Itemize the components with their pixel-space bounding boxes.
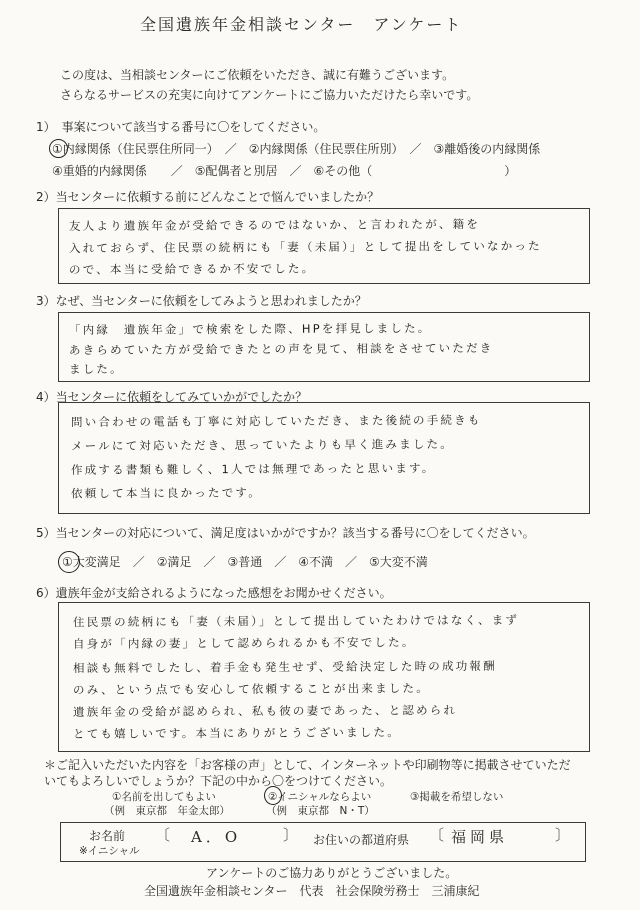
q3-answer-box: [58, 312, 590, 382]
q4-label: 4）当センターに依頼をしてみていかがでしたか？: [36, 390, 308, 404]
q6-answer-line-5: 遺族年金の受給が認められ、私も彼の妻であった、と認められ: [72, 702, 458, 720]
name-bracket-open: 〔: [155, 826, 175, 844]
intro-line-2: さらなるサービスの充実に向けてアンケートにご協力いただけたら幸いです。: [60, 88, 479, 102]
q2-answer-line-2: 入れておらず、住民票の続柄にも「妻（未届）」として提出をしていなかった: [68, 238, 542, 256]
q6-answer-box: [58, 602, 590, 752]
name-bracket-close: 〕: [283, 826, 303, 844]
consent-option-1-example: （例 東京都 年金太郎）: [104, 805, 230, 817]
contact-form-box: [60, 822, 586, 862]
prefecture-label: お住いの都道府県: [313, 833, 410, 847]
consent-line-2: いてもよろしいでしょうか？下記の中から〇をつけてください。: [44, 774, 393, 788]
q6-answer-line-3: 相談も無料でしたし、着手金も発生せず、受給決定した時の成功報酬: [72, 658, 497, 676]
q4-answer-box: [58, 402, 590, 514]
prefecture-bracket-close: 〕: [555, 826, 575, 844]
name-label: お名前: [89, 829, 126, 843]
prefecture-bracket-open: 〔: [429, 826, 449, 844]
q6-answer-line-4: のみ、という点でも安心して依頼することが出来ました。: [72, 681, 430, 697]
page-title: 全国遺族年金相談センター アンケート: [140, 15, 463, 34]
q6-answer-line-1: 住民票の続柄にも「妻（未届）」として提出していたわけではなく、まず: [72, 612, 520, 630]
q6-answer-line-6: とても嬉しいです。本当にありがとうございました。: [72, 725, 401, 741]
consent-option-2-example: （例 東京都 N・T）: [266, 805, 375, 817]
intro-line-1: この度は、当相談センターにご依頼をいただき、誠に有難うございます。: [60, 68, 455, 82]
consent-option-2: ②イニシャルならよい: [268, 791, 372, 803]
q3-answer-line-2: あきらめていた方が受給できたとの声を見て、相談をさせていただき: [68, 340, 494, 358]
q2-label: 2）当センターに依頼する前にどんなことで悩んでいましたか？: [36, 190, 380, 204]
q4-answer-line-1: 問い合わせの電話も丁寧に対応していただき、また後続の手続きも: [70, 412, 482, 430]
consent-option-1: ①名前を出してもよい: [112, 791, 216, 803]
q1-options-row-2: ④重婚的内縁関係 ／ ⑤配偶者と別居 ／ ⑥その他（ ）: [52, 164, 517, 178]
q1-label: 1） 事案について該当する番号に〇をしてください。: [36, 120, 326, 134]
q1-options-row-1: ①内縁関係（住民票住所同一） ／ ②内縁関係（住民票住所別） ／ ③離婚後の内縁関係: [52, 142, 541, 156]
q5-options: ①大変満足 ／ ②満足 ／ ③普通 ／ ④不満 ／ ⑤大変不満: [62, 555, 428, 569]
q6-label: 6）遺族年金が支給されるようになった感想をお聞かせください。: [36, 586, 392, 600]
footer-signature: 全国遺族年金相談センター 代表 社会保険労務士 三浦康紀: [144, 884, 480, 898]
prefecture-value: 福岡県: [451, 828, 509, 846]
q3-answer-line-3: ました。: [68, 361, 124, 377]
consent-answer-circle: [264, 786, 282, 805]
q3-label: 3）なぜ、当センターに依頼をしてみようと思われましたか？: [36, 294, 367, 308]
footer-thanks: アンケートのご協力ありがとうございました。: [206, 866, 458, 880]
q4-answer-line-3: 作成する書類も難しく、1人では無理であったと思います。: [70, 461, 436, 477]
q4-answer-line-4: 依頼して本当に良かったです。: [70, 485, 262, 501]
q5-answer-circle: [58, 551, 80, 573]
q3-answer-line-1: 「内縁 遺族年金」で検索をした際、HPを拝見しました。: [68, 321, 432, 337]
consent-option-3: ③掲載を希望しない: [410, 791, 504, 803]
q2-answer-box: [58, 208, 590, 284]
consent-line-1: ＊ご記入いただいた内容を「お客様の声」として、インターネットや印刷物等に掲載させていただ: [44, 758, 571, 772]
q2-answer-line-1: 友人より遺族年金が受給できるのではないか、と言われたが、籍を: [68, 216, 481, 234]
name-sub-label: ※イニシャル: [79, 845, 140, 857]
q4-answer-line-2: メールにて対応いただき、思っていたよりも早く進みました。: [70, 436, 454, 454]
q6-answer-line-2: 自身が「内縁の妻」として認められるかも不安でした。: [72, 635, 416, 651]
q2-answer-line-3: ので、本当に受給できるか不安でした。: [68, 261, 316, 277]
name-value: A．O: [191, 828, 242, 846]
q5-label: 5）当センターの対応について、満足度はいかがですか？該当する番号に〇をしてください。: [36, 526, 535, 540]
q1-answer-circle: [49, 139, 68, 158]
